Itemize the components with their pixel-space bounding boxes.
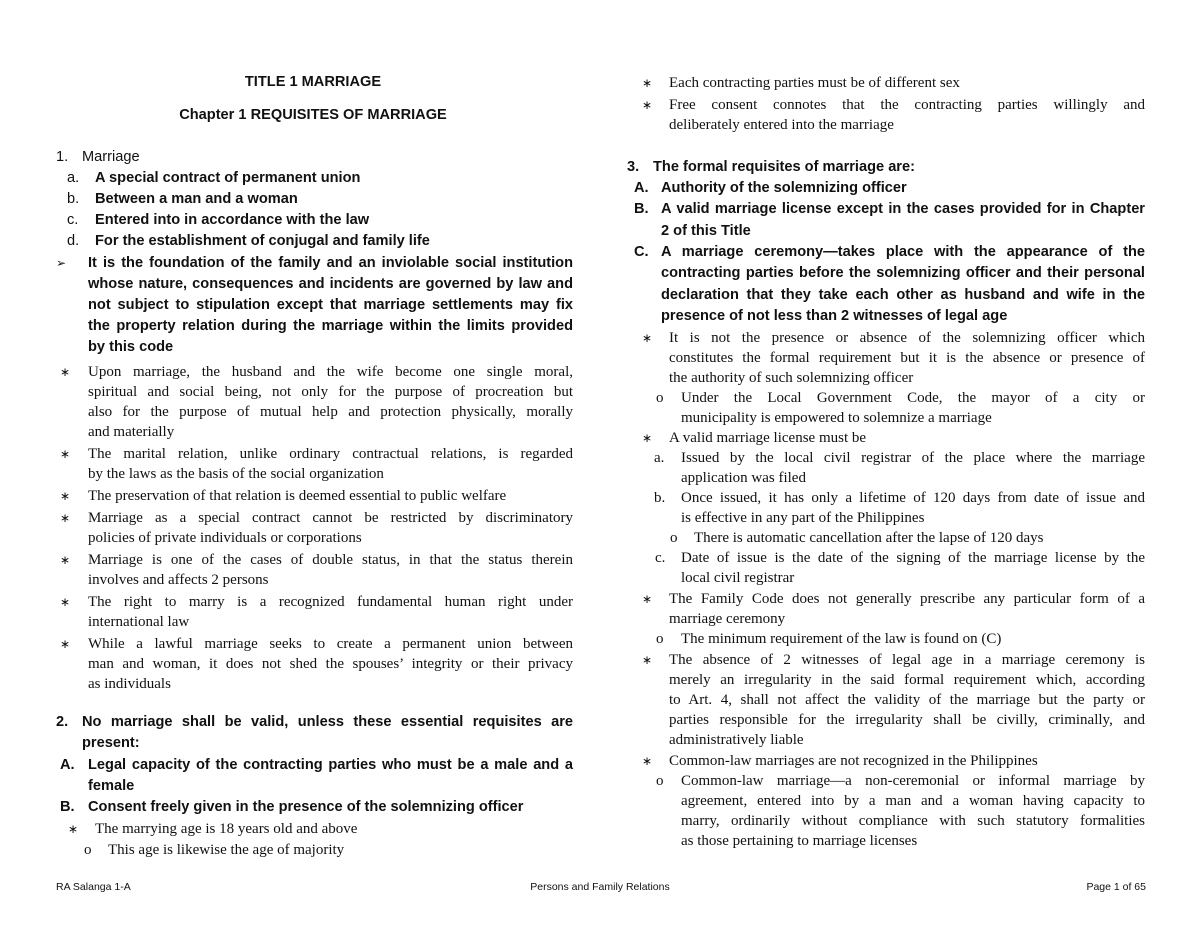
item-heading-line: The formal requisites of marriage are:	[653, 159, 915, 175]
circle-bullet-icon: o	[84, 842, 92, 858]
circle-bullet-icon: o	[656, 390, 664, 406]
note-line: agreement, entered into by a man and a woman having capacity to	[681, 793, 1145, 809]
bullet-text-line: deliberately entered into the marriage	[669, 117, 894, 133]
note-line: The Family Code does not generally prescribe any particular form of a	[669, 591, 1145, 607]
requisite-marker: C.	[634, 243, 649, 260]
note-line: It is not the presence or absence of the solemnizing officer which	[669, 330, 1145, 346]
arrow-paragraph-line: the property relation during the marriage within the limits provided	[88, 318, 573, 334]
bullet-text-line: Marriage as a special contract cannot be restricted by discriminatory	[88, 510, 573, 526]
sub-marker: a.	[654, 450, 665, 466]
requisite-line: Authority of the solemnizing officer	[661, 180, 907, 196]
star-bullet-icon: ∗	[60, 365, 71, 379]
arrow-paragraph-line: whose nature, consequences and incidents are governed by law and	[88, 276, 573, 292]
sub-item: A special contract of permanent union	[95, 170, 361, 186]
star-bullet-icon: ∗	[60, 447, 71, 461]
list-number: 3.	[627, 159, 640, 175]
note-line: marry, ordinarily without compliance with such statutory formalities	[681, 813, 1145, 829]
bullet-text-line: policies of private individuals or corporations	[88, 530, 362, 546]
note-line: the authority of such solemnizing officer	[669, 370, 914, 386]
requisite-line: female	[88, 778, 135, 794]
star-bullet-icon: ∗	[642, 76, 653, 90]
requisite-line: A marriage ceremony—takes place with the appearance of the	[661, 243, 1145, 260]
arrow-bullet-icon: ➢	[56, 256, 67, 270]
note-line: constitutes the formal requirement but it is the absence or presence of	[669, 350, 1145, 366]
circle-bullet-icon: o	[656, 773, 664, 789]
sub-item: Between a man and a woman	[95, 191, 298, 207]
note-line: as those pertaining to marriage licenses	[681, 833, 918, 849]
requisite-line: A valid marriage license except in the cases provided for in Chapter	[661, 201, 1145, 218]
note-line: local civil registrar	[681, 570, 795, 586]
requisite-marker: B.	[60, 799, 75, 815]
note-line: There is automatic cancellation after the lapse of 120 days	[694, 530, 1044, 546]
bullet-text-line: by the laws as the basis of the social organization	[88, 466, 384, 482]
bullet-text-line: international law	[88, 614, 190, 630]
star-bullet-icon: ∗	[60, 489, 71, 503]
bullet-text-line: The marrying age is 18 years old and above	[95, 821, 358, 837]
item-heading-line: present:	[82, 735, 140, 751]
note-line: municipality is empowered to solemnize a marriage	[681, 410, 992, 426]
requisite-line: 2 of this Title	[661, 222, 751, 239]
circle-bullet-icon: o	[670, 530, 678, 546]
sub-marker: b.	[654, 490, 666, 506]
sub-marker: a.	[67, 170, 80, 186]
requisite-line: declaration that they take each other as husband and wife in the	[661, 286, 1145, 303]
sub-item: Entered into in accordance with the law	[95, 212, 370, 228]
bullet-text-line: Upon marriage, the husband and the wife become one single moral,	[88, 364, 573, 380]
sub-marker: b.	[67, 191, 80, 207]
footer-author: RA Salanga 1-A	[56, 881, 131, 893]
star-bullet-icon: ∗	[60, 595, 71, 609]
requisite-line: Legal capacity of the contracting parties who must be a male and a	[88, 757, 573, 773]
arrow-paragraph-line: It is the foundation of the family and an inviolable social institution	[88, 255, 573, 271]
star-bullet-icon: ∗	[642, 653, 653, 667]
sub-marker: c.	[67, 212, 79, 228]
bullet-text-line: Each contracting parties must be of different sex	[669, 75, 960, 91]
bullet-text-line: involves and affects 2 persons	[88, 572, 269, 588]
note-line: The minimum requirement of the law is found on (C)	[681, 631, 1002, 647]
note-line: to Art. 4, shall not affect the validity of the marriage but the party or	[669, 692, 1145, 708]
star-bullet-icon: ∗	[642, 754, 653, 768]
bullet-text-line: and materially	[88, 424, 175, 440]
bullet-text-line: This age is likewise the age of majority	[108, 842, 345, 858]
bullet-text-line: spiritual and social being, not only for the purpose of procreation but	[88, 384, 573, 400]
note-line: Common-law marriages are not recognized in the Philippines	[669, 753, 1038, 769]
circle-bullet-icon: o	[656, 631, 664, 647]
item-label: Marriage	[82, 149, 140, 165]
note-line: application was filed	[681, 470, 806, 486]
sub-marker: c.	[655, 550, 666, 566]
star-bullet-icon: ∗	[642, 431, 653, 445]
requisite-marker: B.	[634, 201, 649, 218]
star-bullet-icon: ∗	[60, 553, 71, 567]
note-line: is effective in any part of the Philippines	[681, 510, 925, 526]
arrow-paragraph-line: not subject to stipulation except that marriage settlements may fix	[88, 297, 573, 313]
star-bullet-icon: ∗	[642, 592, 653, 606]
note-line: marriage ceremony	[669, 611, 786, 627]
bullet-text-line: also for the purpose of mutual help and protection physically, morally	[88, 404, 573, 420]
arrow-paragraph-line: by this code	[88, 339, 174, 355]
bullet-text-line: The marital relation, unlike ordinary contractual relations, is regarded	[88, 446, 573, 462]
note-line: Common-law marriage—a non-ceremonial or informal marriage by	[681, 773, 1145, 789]
star-bullet-icon: ∗	[68, 822, 79, 836]
star-bullet-icon: ∗	[60, 511, 71, 525]
note-line: merely an irregularity in the said formal requirement which, according	[669, 672, 1145, 688]
bullet-text-line: Free consent connotes that the contracting parties willingly and	[669, 97, 1145, 113]
star-bullet-icon: ∗	[60, 637, 71, 651]
note-line: Date of issue is the date of the signing of the marriage license by the	[681, 550, 1145, 566]
star-bullet-icon: ∗	[642, 331, 653, 345]
sub-item: For the establishment of conjugal and family life	[95, 233, 430, 249]
note-line: administratively liable	[669, 732, 804, 748]
bullet-text-line: The right to marry is a recognized fundamental human right under	[88, 594, 573, 610]
sub-marker: d.	[67, 233, 80, 249]
note-line: Once issued, it has only a lifetime of 120 days from date of issue and	[681, 490, 1145, 506]
note-line: parties responsible for the irregularity shall be civilly, criminally, and	[669, 712, 1145, 728]
requisite-line: presence of not less than 2 witnesses of legal age	[661, 307, 1008, 324]
bullet-text-line: Marriage is one of the cases of double status, in that the status therein	[88, 552, 573, 568]
requisite-marker: A.	[634, 180, 649, 196]
star-bullet-icon: ∗	[642, 98, 653, 112]
bullet-text-line: While a lawful marriage seeks to create a permanent union between	[88, 636, 573, 652]
footer-page-number: Page 1 of 65	[1086, 881, 1146, 893]
bullet-text-line: man and woman, it does not shed the spouses’ integrity or their privacy	[88, 656, 573, 672]
bullet-text-line: The preservation of that relation is deemed essential to public welfare	[88, 488, 507, 504]
bullet-text-line: as individuals	[88, 676, 171, 692]
requisite-line: contracting parties before the solemnizing officer and their personal	[661, 265, 1145, 282]
list-number: 2.	[56, 714, 69, 730]
footer-course: Persons and Family Relations	[530, 881, 670, 893]
chapter-heading: Chapter 1 REQUISITES OF MARRIAGE	[179, 107, 447, 123]
note-line: The absence of 2 witnesses of legal age in a marriage ceremony is	[669, 652, 1145, 668]
doc-title: TITLE 1 MARRIAGE	[244, 74, 382, 90]
requisite-marker: A.	[60, 757, 75, 773]
list-number: 1.	[56, 149, 69, 165]
note-line: Issued by the local civil registrar of the place where the marriage	[681, 450, 1145, 466]
requisite-line: Consent freely given in the presence of the solemnizing officer	[88, 799, 524, 815]
item-heading-line: No marriage shall be valid, unless these essential requisites are	[82, 714, 573, 730]
note-line: A valid marriage license must be	[669, 430, 867, 446]
note-line: Under the Local Government Code, the mayor of a city or	[681, 390, 1145, 406]
